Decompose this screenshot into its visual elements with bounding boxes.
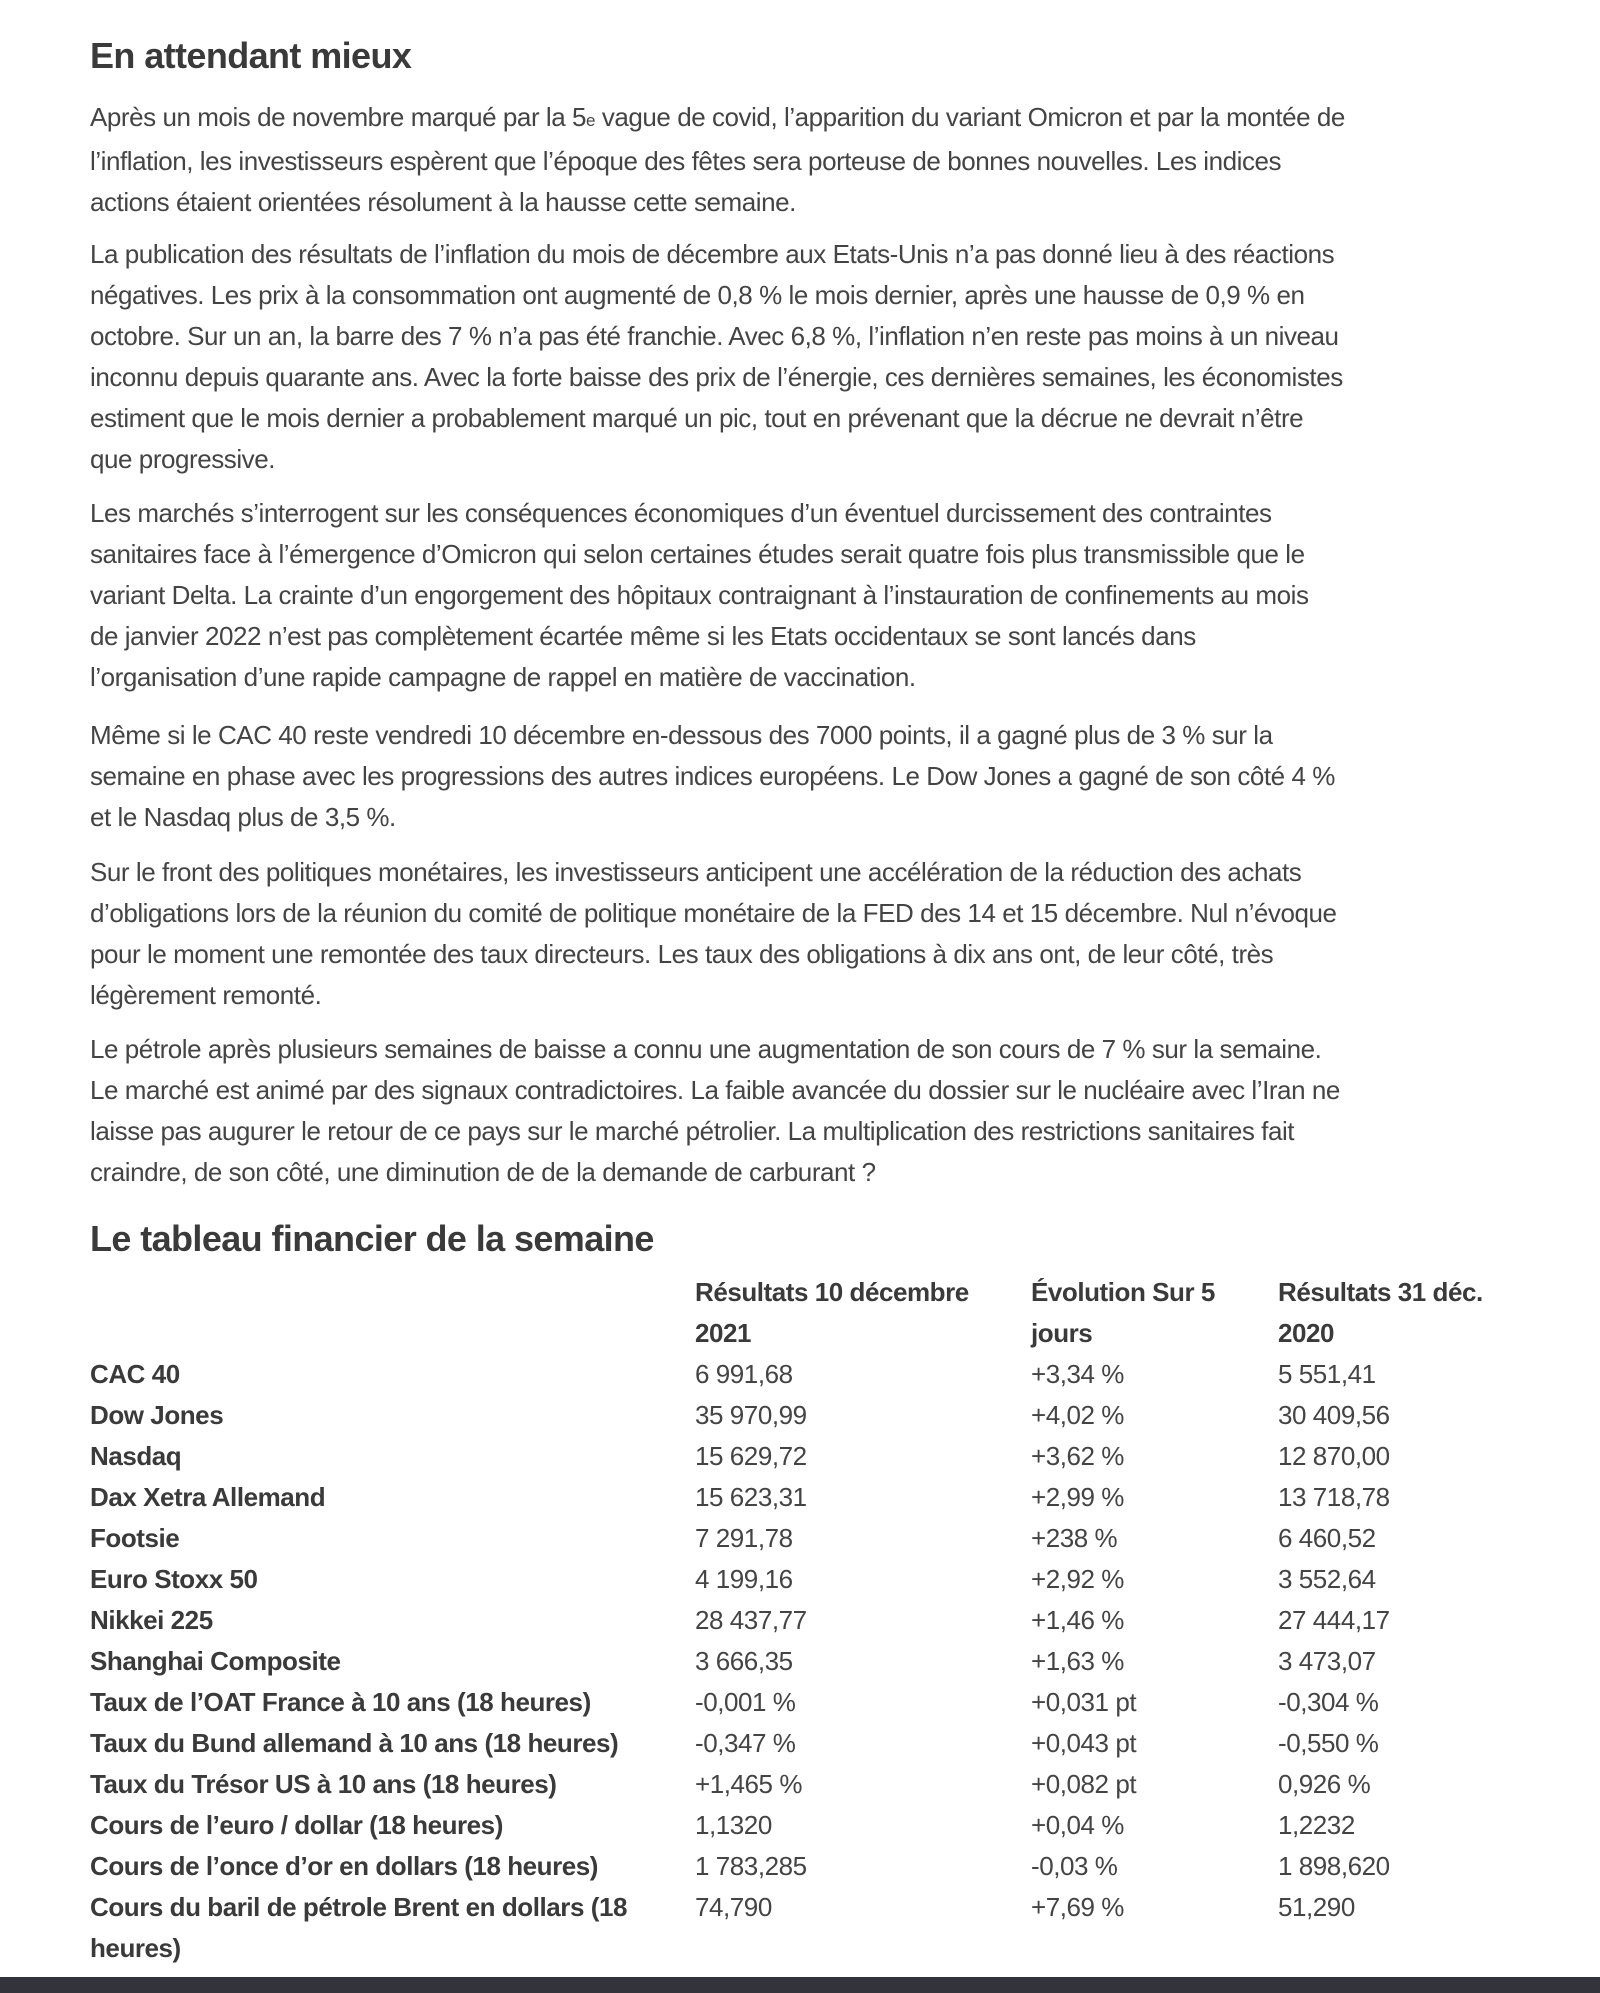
row-label: [90, 1887, 695, 1969]
header-line: 2020: [1278, 1318, 1335, 1348]
header-line: Évolution Sur 5: [1031, 1277, 1215, 1307]
header-results-2021: [695, 1272, 1031, 1354]
table-row: [90, 1518, 1538, 1559]
table-row: [90, 1354, 1538, 1395]
row-label: Taux de l’OAT France à 10 ans (18 heures): [90, 1687, 591, 1717]
row-label-line: heures): [90, 1933, 181, 1963]
cell-evolution-5d: +238 %: [1031, 1523, 1118, 1553]
cell-result-2020: 13 718,78: [1278, 1482, 1390, 1512]
cell-evolution-5d: -0,03 %: [1031, 1851, 1118, 1881]
cell-result-2020: 3 552,64: [1278, 1564, 1376, 1594]
row-label: Dax Xetra Allemand: [90, 1482, 326, 1512]
cell-evolution-5d: +0,043 pt: [1031, 1728, 1137, 1758]
cell-result-2020: 12 870,00: [1278, 1441, 1390, 1471]
table-row: [90, 1764, 1538, 1805]
cell-result-2020: 1,2232: [1278, 1810, 1355, 1840]
row-label: Euro Stoxx 50: [90, 1564, 258, 1594]
table-row: [90, 1600, 1538, 1641]
paragraph-2: [90, 234, 1343, 480]
paragraph-1: [90, 97, 1345, 223]
paragraph-line: et le Nasdaq plus de 3,5 %.: [90, 802, 396, 832]
row-label: Nasdaq: [90, 1441, 182, 1471]
row-label: Footsie: [90, 1523, 180, 1553]
paragraph-line: négatives. Les prix à la consommation ont augmenté de 0,8 % le mois dernier, après une hausse de 0,9 % en: [90, 280, 1305, 310]
cell-result-2020: -0,550 %: [1278, 1728, 1379, 1758]
cell-evolution-5d: +3,34 %: [1031, 1359, 1124, 1389]
header-line: jours: [1031, 1318, 1093, 1348]
footer-bar: [0, 1977, 1600, 1993]
paragraph-line: inconnu depuis quarante ans. Avec la forte baisse des prix de l’énergie, ces dernières semaines, les économistes: [90, 362, 1343, 392]
article-title: En attendant mieux: [90, 35, 412, 76]
table-row: [90, 1723, 1538, 1764]
cell-evolution-5d: +7,69 %: [1031, 1892, 1124, 1922]
header-line: Résultats 10 décembre: [695, 1277, 969, 1307]
paragraph-4: [90, 715, 1335, 838]
cell-evolution-5d: +4,02 %: [1031, 1400, 1124, 1430]
cell-result-2020: 5 551,41: [1278, 1359, 1376, 1389]
paragraph-5: [90, 852, 1337, 1016]
paragraph-line: pour le moment une remontée des taux directeurs. Les taux des obligations à dix ans ont, de leur côté, très: [90, 939, 1274, 969]
cell-evolution-5d: +1,46 %: [1031, 1605, 1124, 1635]
row-label: Taux du Bund allemand à 10 ans (18 heures): [90, 1728, 619, 1758]
cell-result-2021: 15 623,31: [695, 1482, 807, 1512]
cell-result-2020: 30 409,56: [1278, 1400, 1390, 1430]
cell-result-2020: 6 460,52: [1278, 1523, 1376, 1553]
cell-result-2021: 28 437,77: [695, 1605, 807, 1635]
cell-result-2020: 0,926 %: [1278, 1769, 1371, 1799]
ordinal-suffix: e: [586, 111, 596, 130]
cell-result-2021: 3 666,35: [695, 1646, 793, 1676]
cell-evolution-5d: +1,63 %: [1031, 1646, 1124, 1676]
paragraph-line: Les marchés s’interrogent sur les conséquences économiques d’un éventuel durcissement des contraintes: [90, 498, 1272, 528]
paragraph-line: que progressive.: [90, 444, 276, 474]
cell-result-2021: -0,001 %: [695, 1687, 796, 1717]
row-label: CAC 40: [90, 1359, 180, 1389]
paragraph-line: l’inflation, les investisseurs espèrent que l’époque des fêtes sera porteuse de bonnes nouvelles. Les indices: [90, 146, 1282, 176]
cell-evolution-5d: +0,04 %: [1031, 1810, 1124, 1840]
paragraph-line: actions étaient orientées résolument à la hausse cette semaine.: [90, 187, 796, 217]
table-row: [90, 1682, 1538, 1723]
table-header-row: [90, 1272, 1538, 1354]
cell-result-2020: 1 898,620: [1278, 1851, 1390, 1881]
header-line: [90, 1272, 695, 1313]
row-label: Cours de l’once d’or en dollars (18 heures): [90, 1851, 599, 1881]
paragraph-line: variant Delta. La crainte d’un engorgement des hôpitaux contraignant à l’instauration de confinements au mois: [90, 580, 1309, 610]
cell-result-2021: +1,465 %: [695, 1769, 802, 1799]
cell-result-2021: 15 629,72: [695, 1441, 807, 1471]
header-line: 2021: [695, 1318, 752, 1348]
cell-result-2020: 27 444,17: [1278, 1605, 1390, 1635]
table-row: [90, 1559, 1538, 1600]
cell-result-2021: 4 199,16: [695, 1564, 793, 1594]
paragraph-line: de janvier 2022 n’est pas complètement écartée même si les Etats occidentaux se sont lancés dans: [90, 621, 1196, 651]
table-row: [90, 1805, 1538, 1846]
table-row: [90, 1846, 1538, 1887]
paragraph-line: l’organisation d’une rapide campagne de rappel en matière de vaccination.: [90, 662, 916, 692]
paragraph-line: laisse pas augurer le retour de ce pays sur le marché pétrolier. La multiplication des restrictions sanitaires fait: [90, 1116, 1295, 1146]
paragraph-3: [90, 493, 1309, 698]
cell-evolution-5d: +0,031 pt: [1031, 1687, 1137, 1717]
table-row: [90, 1641, 1538, 1682]
paragraph-line: La publication des résultats de l’inflation du mois de décembre aux Etats-Unis n’a pas donné lieu à des réactions: [90, 239, 1335, 269]
cell-evolution-5d: +3,62 %: [1031, 1441, 1124, 1471]
paragraph-line: semaine en phase avec les progressions des autres indices européens. Le Dow Jones a gagné de son côté 4 %: [90, 761, 1335, 791]
paragraph-line: Le marché est animé par des signaux contradictoires. La faible avancée du dossier sur le nucléaire avec l’Iran ne: [90, 1075, 1340, 1105]
table-row: [90, 1395, 1538, 1436]
paragraph-line: craindre, de son côté, une diminution de de la demande de carburant ?: [90, 1157, 876, 1187]
row-label: Dow Jones: [90, 1400, 224, 1430]
paragraph-line: octobre. Sur un an, la barre des 7 % n’a pas été franchie. Avec 6,8 %, l’inflation n’en reste pas moins à un niveau: [90, 321, 1339, 351]
header-line: Résultats 31 déc.: [1278, 1277, 1483, 1307]
cell-result-2021: 74,790: [695, 1892, 772, 1922]
paragraph-line: sanitaires face à l’émergence d’Omicron qui selon certaines études serait quatre fois plus transmissible que le: [90, 539, 1305, 569]
paragraph-6: [90, 1029, 1340, 1193]
cell-result-2021: -0,347 %: [695, 1728, 796, 1758]
cell-result-2021: 35 970,99: [695, 1400, 807, 1430]
table-row: [90, 1477, 1538, 1518]
cell-result-2021: 1,1320: [695, 1810, 772, 1840]
row-label-line: Cours du baril de pétrole Brent en dollars (18: [90, 1892, 627, 1922]
cell-result-2020: 3 473,07: [1278, 1646, 1376, 1676]
paragraph-line: Le pétrole après plusieurs semaines de baisse a connu une augmentation de son cours de 7 % sur la semaine.: [90, 1034, 1322, 1064]
table-row: [90, 1887, 1538, 1969]
cell-evolution-5d: +2,92 %: [1031, 1564, 1124, 1594]
cell-result-2021: 7 291,78: [695, 1523, 793, 1553]
paragraph-line: estiment que le mois dernier a probablement marqué un pic, tout en prévenant que la décrue ne devrait n’être: [90, 403, 1304, 433]
row-label: Cours de l’euro / dollar (18 heures): [90, 1810, 503, 1840]
table-row: [90, 1436, 1538, 1477]
financial-table: [90, 1272, 1538, 1969]
cell-result-2021: 1 783,285: [695, 1851, 807, 1881]
table-section-title: Le tableau financier de la semaine: [90, 1218, 654, 1259]
row-label: Nikkei 225: [90, 1605, 213, 1635]
header-results-2020: [1278, 1272, 1538, 1354]
paragraph-line: légèrement remonté.: [90, 980, 322, 1010]
cell-result-2020: 51,290: [1278, 1892, 1355, 1922]
cell-evolution-5d: +2,99 %: [1031, 1482, 1124, 1512]
paragraph-line: Même si le CAC 40 reste vendredi 10 décembre en-dessous des 7000 points, il a gagné plus de 3 % sur la: [90, 720, 1273, 750]
cell-evolution-5d: +0,082 pt: [1031, 1769, 1137, 1799]
cell-result-2021: 6 991,68: [695, 1359, 793, 1389]
row-label: Shanghai Composite: [90, 1646, 341, 1676]
cell-result-2020: -0,304 %: [1278, 1687, 1379, 1717]
header-evolution-5d: [1031, 1272, 1278, 1354]
paragraph-line: Sur le front des politiques monétaires, les investisseurs anticipent une accélération de la réduction des achats: [90, 857, 1302, 887]
paragraph-line: d’obligations lors de la réunion du comité de politique monétaire de la FED des 14 et 15 décembre. Nul n’évoque: [90, 898, 1337, 928]
paragraph-line: Après un mois de novembre marqué par la 5e vague de covid, l’apparition du variant Omicron et par la montée de: [90, 102, 1345, 132]
header-label: [90, 1272, 695, 1354]
row-label: Taux du Trésor US à 10 ans (18 heures): [90, 1769, 557, 1799]
